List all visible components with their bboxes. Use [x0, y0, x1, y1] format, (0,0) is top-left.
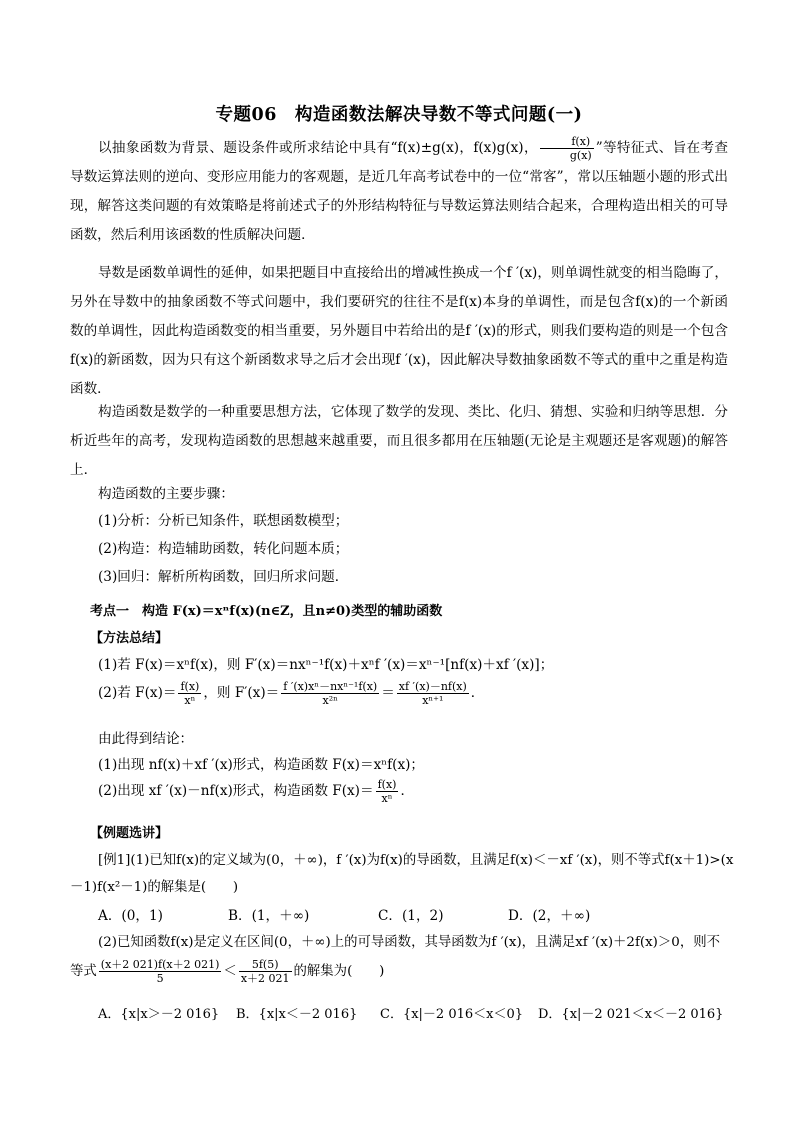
fraction-inequality-left: $\frac{(x+2 021)f(x+2 021)}{5}$ — [100, 958, 220, 985]
fraction-inequality-right: $\frac{5f(5)}{x+2 021}$ — [240, 958, 290, 985]
option-a: A．{x|x＞－2 016} — [98, 1007, 220, 1022]
option-b: B．(1，＋∞) — [228, 908, 310, 924]
page-title: 专题06 构造函数法解决导数不等式问题(一) — [215, 105, 583, 125]
intro-p1-text-b: ”等特征式、旨在考查导数运算法则的逆向、变形应用能力的客观题，是近几年高考试卷中的一位“常客”，常以压轴题小题的形式出现，解答这类问题的有效策略是将前述式子的外形结构特征与导数运算法则结合起来，合理构造出相关的可导函数，然后利用该函数的性质解决问题． — [70, 140, 728, 243]
fraction-simplified: $\frac{xf '(x)-nf(x)}{\text{xⁿ⁺¹}}$ — [398, 680, 467, 707]
option-c: C．{x|－2 016＜x＜0} — [380, 1007, 524, 1022]
method-summary-label: 【方法总结】 — [90, 631, 169, 646]
option-d: D．(2，＋∞) — [508, 908, 591, 924]
option-b: B．{x|x＜－2 016} — [236, 1007, 358, 1022]
conclusion-heading: 由此得到结论： — [98, 731, 194, 747]
conclusion-2: (2)出现 xf ′(x)－nf(x)形式，构造函数 F(x)＝ $\frac{f(x)}{\text{xⁿ}}$ ． — [98, 778, 415, 805]
fraction-f-over-g: $\frac{f(x)}{g(x)}$ — [540, 135, 594, 162]
method-item-1: (1)若 F(x)＝xⁿf(x)，则 F′(x)＝nxⁿ⁻¹f(x)＋xⁿf ′(x)＝xⁿ⁻¹[nf(x)＋xf ′(x)]； — [98, 657, 554, 673]
example-1-question-2-line-1: (2)已知函数f(x)是定义在区间(0，＋∞)上的可导函数，其导函数为f ′(x)，且满足xf ′(x)＋2f(x)＞0，则不 — [98, 935, 720, 950]
step-1: (1)分析：分析已知条件，联想函数模型； — [98, 513, 349, 529]
steps-heading: 构造函数的主要步骤： — [98, 486, 234, 502]
fraction-f-over-xn-2: $\frac{f(x)}{\text{xⁿ}}$ — [377, 778, 397, 805]
option-d: D．{x|－2 021＜x＜－2 016} — [538, 1007, 724, 1022]
conclusion-1: (1)出现 nf(x)＋xf ′(x)形式，构造函数 F(x)＝xⁿf(x)； — [98, 757, 425, 773]
intro-paragraph-3: 构造函数是数学的一种重要思想方法，它体现了数学的发现、类比、化归、猜想、实验和归纳等思想．分析近些年的高考，发现构造函数的思想越来越重要，而且很多都用在压轴题(无论是主观题还是客观题)的解答上． — [70, 404, 728, 478]
section-heading: 考点一 构造 F(x)＝xⁿf(x)(n∈Z，且n≠0)类型的辅助函数 — [90, 604, 443, 619]
fraction-derivative-quotient: $\frac{\text{f ′(x)xⁿ－nxⁿ⁻¹f(x)}}{\text{x²ⁿ}}$ — [283, 680, 378, 707]
step-2: (2)构造：构造辅助函数，转化问题本质； — [98, 541, 349, 557]
intro-p1-text-a: 以抽象函数为背景、题设条件或所求结论中具有“f(x)±g(x)，f(x)g(x)， — [98, 140, 538, 156]
example-1-question-1-line-2: －1)f(x²－1)的解集是( ) — [70, 880, 239, 895]
intro-paragraph-1 — [70, 134, 728, 250]
method-item-2: (2)若 F(x)＝ $\frac{f(x)}{\text{xⁿ}}$ ，则 F′(x)＝ $\frac{\text{f ′(x)xⁿ－nxⁿ⁻¹f(x)}}{\text{x²ⁿ}}$ ＝ $\frac{xf '(x)-nf(x)}{\text{xⁿ⁺¹}}$ ． — [98, 680, 485, 707]
example-label: 【例题选讲】 — [90, 826, 169, 841]
example-1-question-2-line-2: 等式 $\frac{(x+2 021)f(x+2 021)}{5}$ ＜ $\frac{5f(5)}{x+2 021}$ 的解集为( ) — [70, 958, 385, 985]
step-3: (3)回归：解析所构函数，回归所求问题． — [98, 569, 349, 585]
intro-paragraph-2: 导数是函数单调性的延伸，如果把题目中直接给出的增减性换成一个f ′(x)，则单调性就变的相当隐晦了，另外在导数中的抽象函数不等式问题中，我们要研究的往往不是f(x)本身的单调性，而是包含f(x)的一个新函数的单调性，因此构造函数变的相当重要，另外题目中若给出的是f ′(x)的形式，则我们要构造的则是一个包含f(x)的新函数，因为只有这个新函数求导之后才会出现f ′(x)，因此解决导数抽象函数不等式的重中之重是构造函数． — [70, 265, 728, 397]
option-c: C．(1，2) — [378, 908, 444, 924]
fraction-f-over-xn: $\frac{f(x)}{\text{xⁿ}}$ — [180, 680, 200, 707]
example-1-question-1-line-1: [例1](1)已知f(x)的定义域为(0，＋∞)，f ′(x)为f(x)的导函数，且满足f(x)＜－xf ′(x)，则不等式f(x＋1)>(x — [98, 853, 734, 868]
option-a: A．(0，1) — [98, 908, 163, 924]
